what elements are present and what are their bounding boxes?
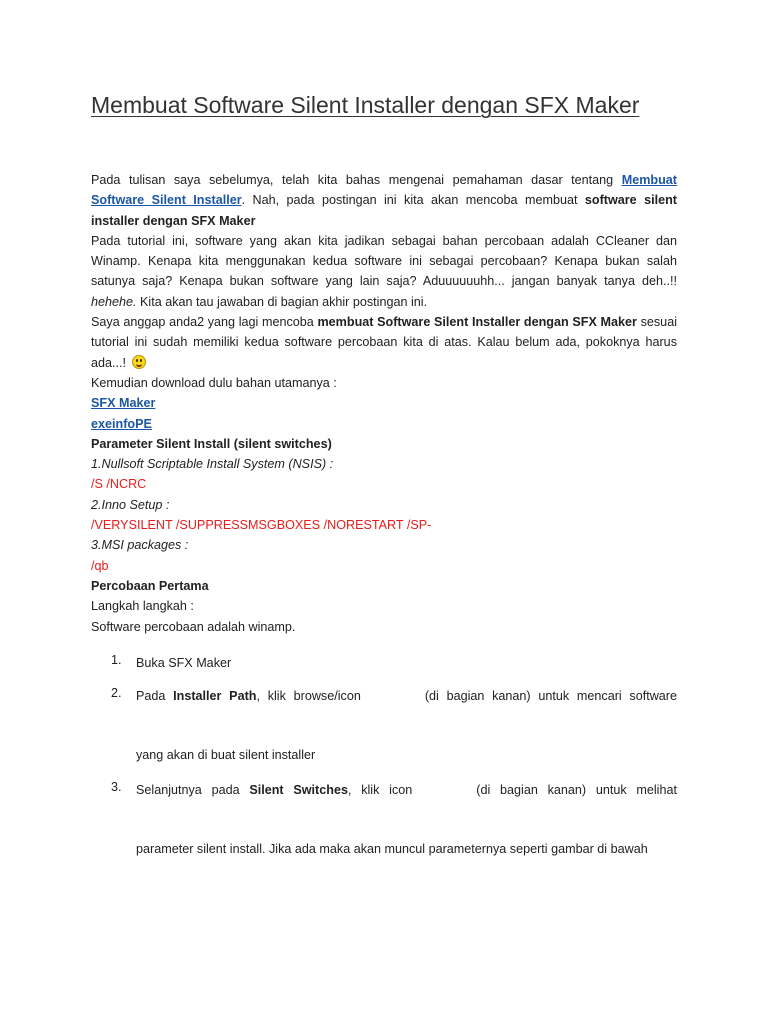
param-label-nsis: 1.Nullsoft Scriptable Install System (NSIS) : [91,457,334,472]
article-body [91,170,677,637]
intro-text: Pada tulisan saya sebelumya, telah kita bahas mengenai pemahaman dasar tentang [91,173,622,187]
tutorial-text: Pada tutorial ini, software yang akan kita jadikan sebagai bahan percobaan adalah CCleaner dan Winamp. Kenapa kita menggunakan kedua software ini sebagai percobaan? Kenapa bukan salah satunya saja? Kenapa bukan software yang lain saja? Aduuuuuuhh... jangan banyak tanya deh..!! [91,233,677,289]
step-text-cont: yang akan di buat silent installer [136,748,316,762]
assume-text-2: sesuai tutorial ini sudah memiliki kedua software percobaan kita di atas. Kalau belum ada, pokoknya harus ada...! [91,315,677,370]
param-label-inno: 2.Inno Setup : [91,497,170,512]
step-text: Buka SFX Maker [136,656,232,670]
param-value-msi: /qb [91,558,109,573]
assume-bold: membuat Software Silent Installer dengan SFX Maker [317,315,637,330]
list-item [91,650,677,684]
step-text-cont: parameter silent install. Jika ada maka akan muncul parameternya seperti gambar di bawah [136,842,648,856]
sfx-maker-link[interactable]: SFX Maker [91,396,156,411]
steps-list [91,650,677,859]
exeinfope-link[interactable]: exeinfoPE [91,416,152,431]
list-item [91,778,677,859]
step-text: Selanjutnya pada Silent Switches, klik icon (di bagian kanan) untuk melihat [136,783,677,797]
tutorial-paragraph [91,231,677,312]
step-number: 3. [111,780,122,794]
param-value-inno: /VERYSILENT /SUPPRESSMSGBOXES /NORESTART /SP- [91,518,432,533]
intro-text-2: . Nah, pada postingan ini kita akan mencoba membuat [241,193,585,208]
intro-bold: software silent installer dengan SFX Maker [91,193,677,228]
download-intro: Kemudian download dulu bahan utamanya : [91,375,337,390]
software-line: Software percobaan adalah winamp. [91,619,296,634]
page-title: Membuat Software Silent Installer dengan SFX Maker [91,92,640,118]
list-item [91,684,677,778]
trial-heading: Percobaan Pertama [91,578,209,593]
assume-text: Saya anggap anda2 yang lagi mencoba [91,315,318,330]
assume-paragraph [91,312,677,373]
step-number: 2. [111,686,122,700]
steps-label: Langkah langkah : [91,599,194,614]
param-label-msi: 3.MSI packages : [91,538,189,553]
tutorial-italic: hehehe. [91,294,137,309]
step-number: 1. [111,653,122,667]
param-value-nsis: /S /NCRC [91,477,147,492]
smiley-icon [132,355,146,369]
silent-installer-link[interactable]: Membuat Software Silent Installer [91,173,677,208]
params-heading: Parameter Silent Install (silent switches) [91,436,332,451]
intro-paragraph [91,170,677,231]
tutorial-text-2: Kita akan tau jawaban di bagian akhir postingan ini. [136,294,428,309]
step-text: Pada Installer Path, klik browse/icon (di bagian kanan) untuk mencari software [136,689,678,703]
